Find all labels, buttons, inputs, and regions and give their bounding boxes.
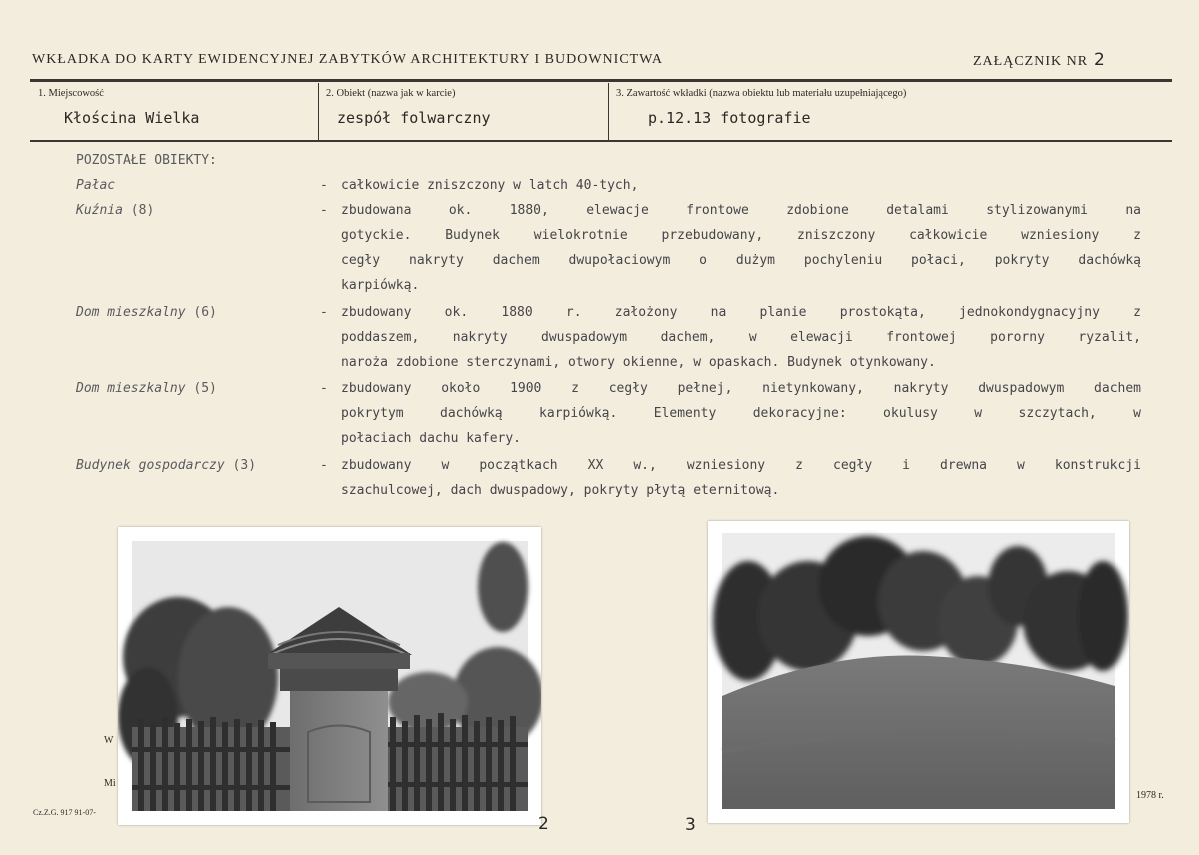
entry-name: Kuźnia xyxy=(76,203,123,218)
entry-dash: - xyxy=(320,178,328,193)
entry-label xyxy=(76,458,256,473)
header-rule-top xyxy=(30,79,1172,82)
entry-line: zbudowany ok. 1880 r. założony na planie prostokąta, jednokondygnacyjny z xyxy=(341,305,1141,320)
entry-line: szachulcowej, dach dwuspadowy, pokryty płytą eternitową. xyxy=(341,483,780,498)
field-value-contents: p.12.13 fotografie xyxy=(648,109,811,127)
attachment-number-value: 2 xyxy=(1094,50,1106,70)
entry-line: całkowicie zniszczony w latch 40-tych, xyxy=(341,178,639,193)
entry-description xyxy=(341,173,1141,198)
field-label-locality: 1. Miejscowość xyxy=(38,88,104,99)
attachment-number xyxy=(973,50,1106,70)
margin-text: W xyxy=(104,735,114,746)
entry-label xyxy=(76,305,217,320)
entry-number: (5) xyxy=(193,381,217,396)
entry-name: Budynek gospodarczy xyxy=(76,458,225,473)
year-mark: 1978 r. xyxy=(1136,790,1164,801)
entry-description xyxy=(341,198,1141,298)
entry-line: połaciach dachu kafery. xyxy=(341,431,522,446)
field-divider xyxy=(608,83,609,140)
entry-label xyxy=(76,381,217,396)
entry-line: karpiówką. xyxy=(341,278,420,293)
entry-name: Dom mieszkalny xyxy=(76,305,186,320)
attachment-label: ZAŁĄCZNIK NR xyxy=(973,54,1089,69)
photo-gate-pillar-image xyxy=(118,527,541,825)
entry-description xyxy=(341,376,1141,451)
photo-gate-pillar xyxy=(118,527,541,825)
entry-number: (6) xyxy=(193,305,217,320)
footer-code: Cz.Z.G. 917 91-07- xyxy=(33,808,96,817)
form-title: WKŁADKA DO KARTY EWIDENCYJNEJ ZABYTKÓW ARCHITEKTURY I BUDOWNICTWA xyxy=(32,52,663,67)
entry-dash: - xyxy=(320,381,328,396)
field-label-object: 2. Obiekt (nazwa jak w karcie) xyxy=(326,88,456,99)
entry-line: pokrytym dachówką karpiówką. Elementy dekoracyjne: okulusy w szczytach, w xyxy=(341,406,1141,421)
entry-label xyxy=(76,203,154,218)
field-value-object: zespół folwarczny xyxy=(337,109,491,127)
entry-description xyxy=(341,300,1141,375)
entry-name: Pałac xyxy=(76,178,116,193)
entry-line: zbudowany około 1900 z cegły pełnej, nietynkowany, nakryty dwuspadowym dachem xyxy=(341,381,1141,396)
photo-number: 3 xyxy=(685,815,696,835)
field-divider xyxy=(318,83,319,140)
entry-dash: - xyxy=(320,458,328,473)
field-label-contents: 3. Zawartość wkładki (nazwa obiektu lub materiału uzupełniającego) xyxy=(616,88,907,99)
entry-dash: - xyxy=(320,305,328,320)
entry-line: naroża zdobione sterczynami, otwory okienne, w opaskach. Budynek otynkowany. xyxy=(341,355,936,370)
entry-line: poddaszem, nakryty dwuspadowym dachem, w elewacji frontowej pororny ryzalit, xyxy=(341,330,1141,345)
photo-mound xyxy=(708,521,1129,823)
entry-name: Dom mieszkalny xyxy=(76,381,186,396)
photo-number: 2 xyxy=(538,814,549,834)
entry-number: (3) xyxy=(232,458,257,473)
photo-mound-image xyxy=(708,521,1129,823)
section-title: POZOSTAŁE OBIEKTY: xyxy=(76,153,217,168)
entry-line: zbudowana ok. 1880, elewacje frontowe zdobione detalami stylizowanymi na xyxy=(341,203,1141,218)
field-value-locality: Kłościna Wielka xyxy=(64,109,200,127)
header-rule-bottom xyxy=(30,140,1172,142)
entry-number: (8) xyxy=(130,203,155,218)
margin-text: Mi xyxy=(104,778,116,789)
entry-line: cegły nakryty dachem dwupołaciowym o dużym pochyleniu połaci, pokryty dachówką xyxy=(341,253,1141,268)
entry-description xyxy=(341,453,1141,503)
entry-line: zbudowany w początkach XX w., wzniesiony z cegły i drewna w konstrukcji xyxy=(341,458,1141,473)
entry-dash: - xyxy=(320,203,328,218)
entry-line: gotyckie. Budynek wielokrotnie przebudowany, zniszczony całkowicie wzniesiony z xyxy=(341,228,1141,243)
